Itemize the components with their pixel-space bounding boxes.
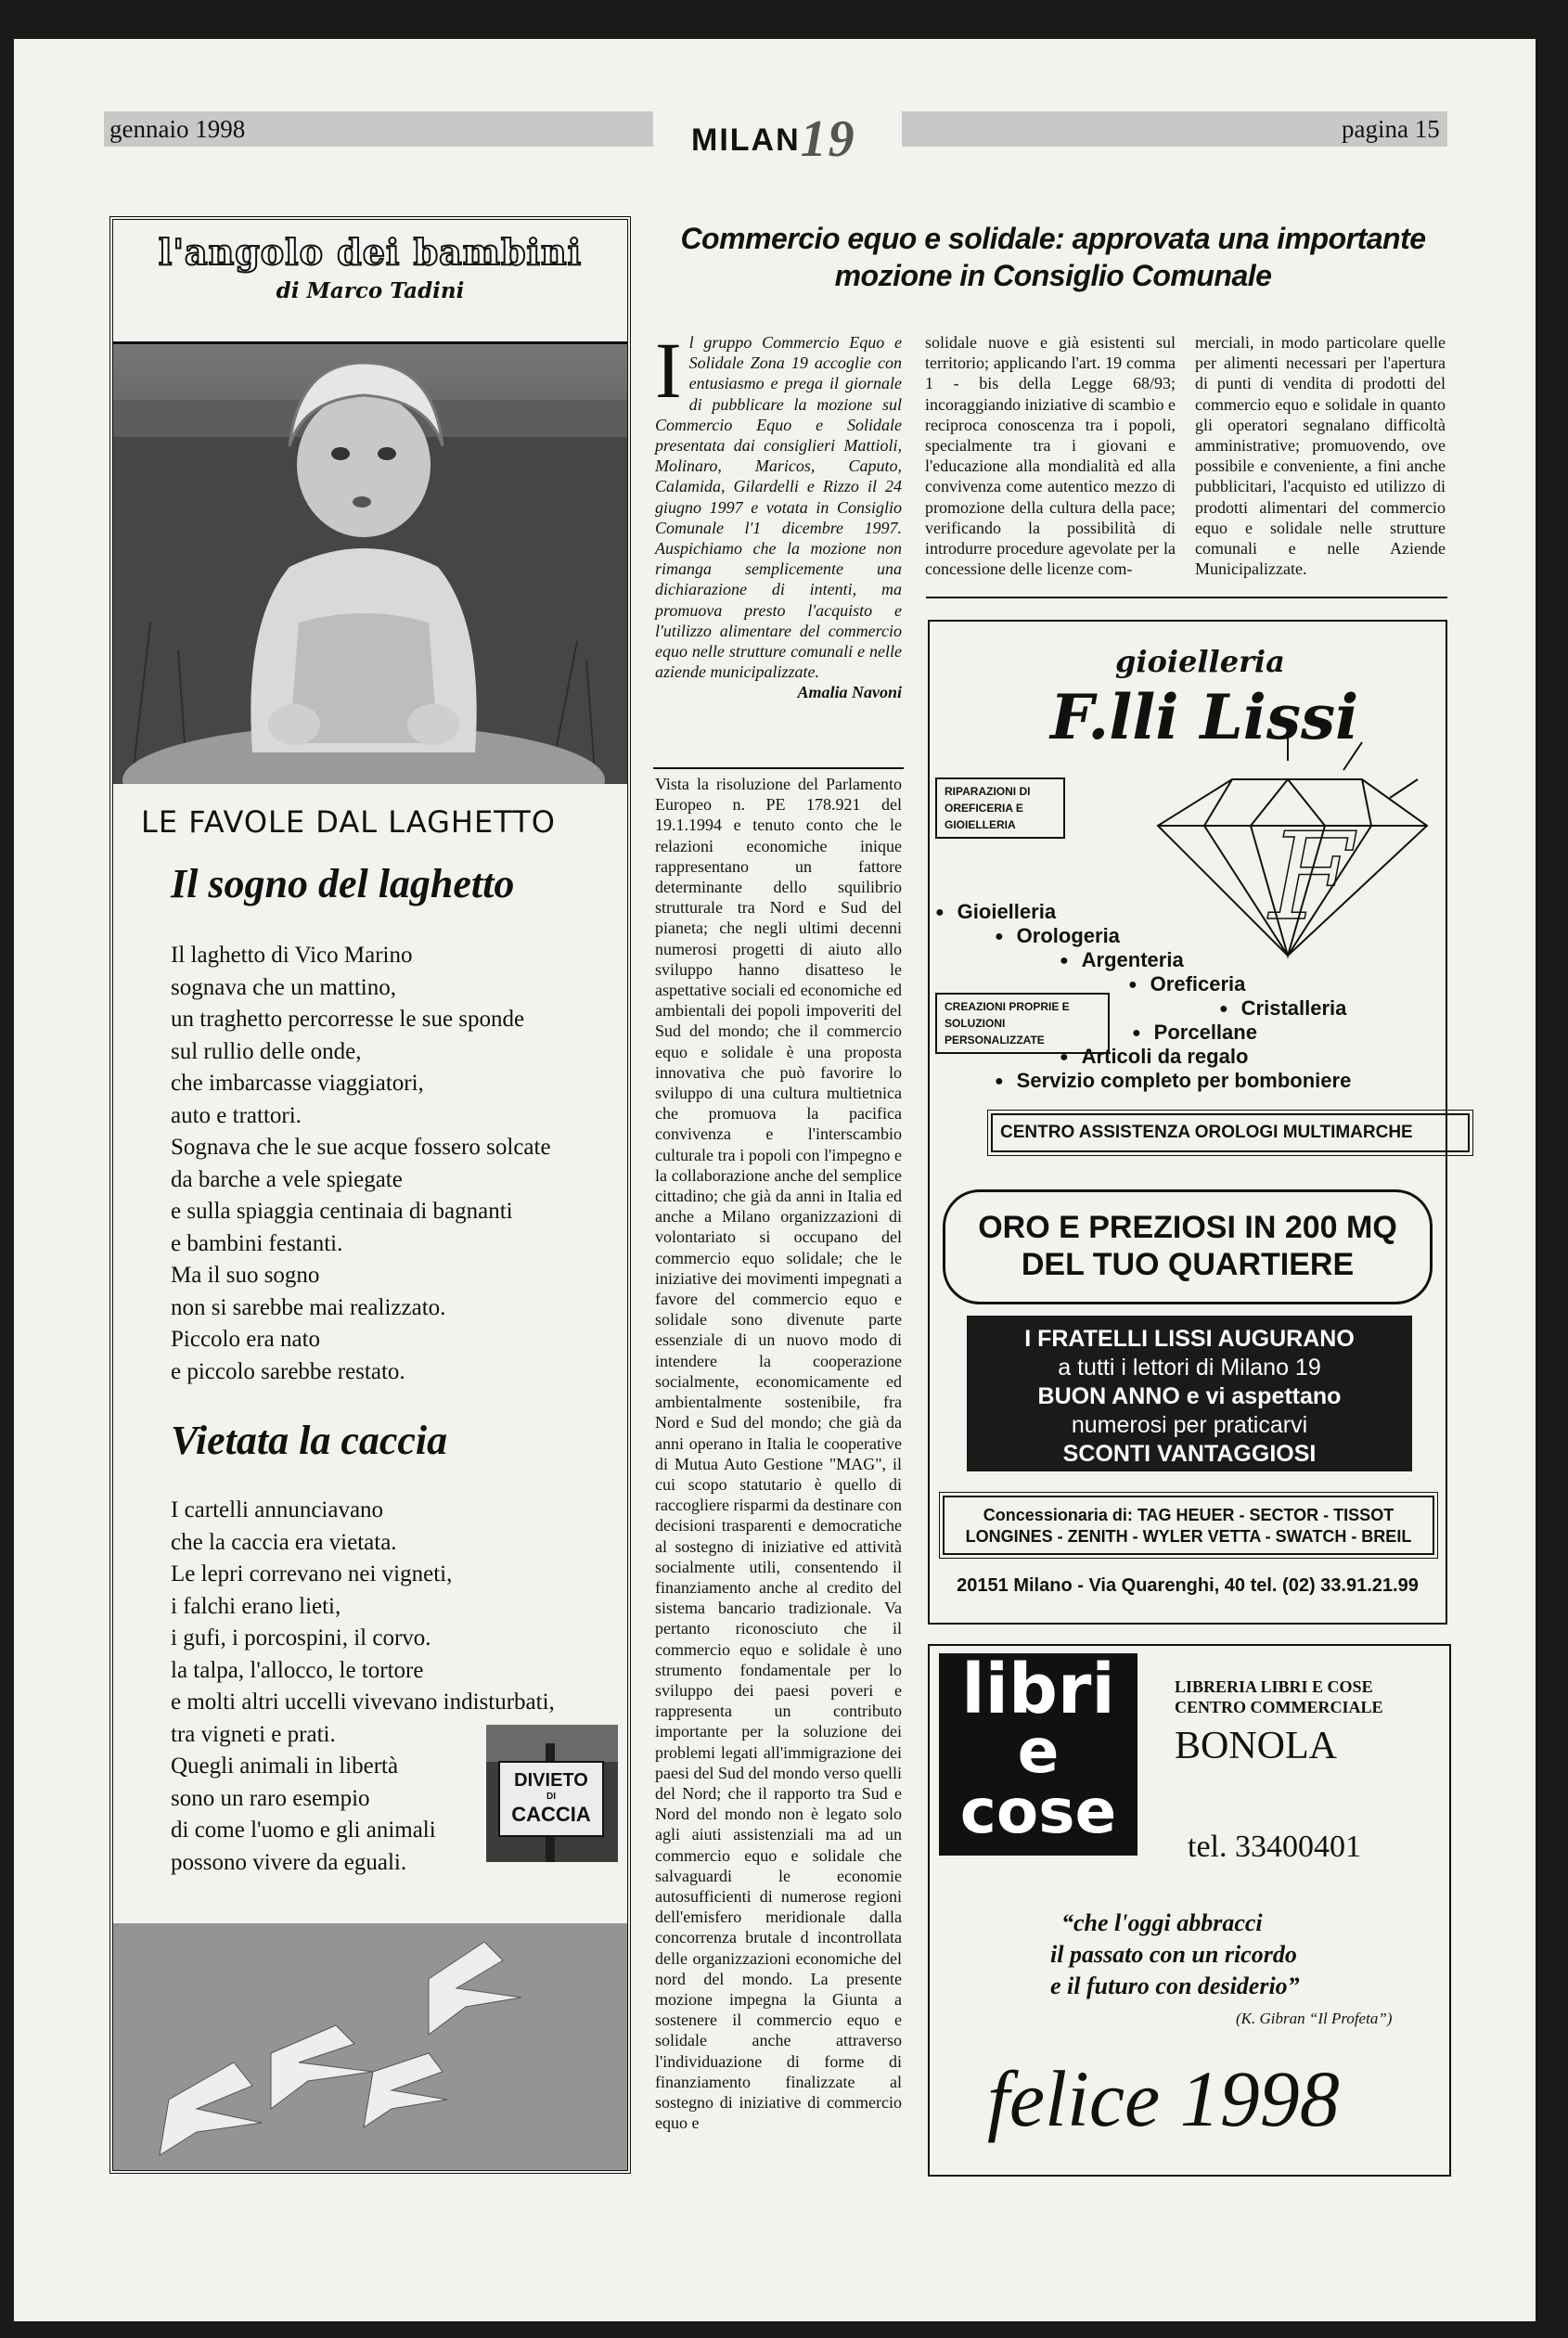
logo-number: 19 bbox=[800, 110, 856, 168]
sign-word-divieto: DIVIETO bbox=[514, 1770, 588, 1791]
header-date: gennaio 1998 bbox=[109, 115, 246, 143]
greeting-line: SCONTI VANTAGGIOSI bbox=[1062, 1441, 1317, 1467]
story1-poem bbox=[171, 940, 551, 1388]
repair-box-line: RIPARAZIONI DI bbox=[945, 785, 1031, 798]
gold-promo-banner bbox=[943, 1189, 1433, 1304]
greeting-line: I FRATELLI LISSI AUGURANO bbox=[1024, 1326, 1355, 1352]
service-item: ● Cristalleria bbox=[1219, 996, 1346, 1021]
lissi-jewelry-ad bbox=[928, 620, 1447, 1625]
poem-line: Sognava che le sue acque fossero solcate bbox=[171, 1135, 551, 1160]
article-signature: Amalia Navoni bbox=[797, 683, 902, 702]
poem-line: e piccolo sarebbe restato. bbox=[171, 1358, 405, 1384]
bookstore-phone: tel. 33400401 bbox=[1188, 1830, 1361, 1864]
story2-title: Vietata la caccia bbox=[171, 1418, 448, 1463]
article-col2-text: solidale nuove e già esistenti sul territorio; applicando l'art. 19 comma 1 - bis della Legge 68/93; incoraggiando iniziative di scambio e reciproca conoscenza tra i popoli, specialmente tra i giovani e l'educazione alla mondialità ed alla convivenza come autentico mezzo di promozione della cultura della pace; verificando la possibilità di introdurre procedure agevolate per la concessione delle licenze com- bbox=[925, 333, 1176, 579]
quote-author: (K. Gibran “Il Profeta”) bbox=[1236, 2010, 1393, 2027]
service-item: ● Gioielleria bbox=[935, 900, 1056, 924]
sign-word-di: DI bbox=[546, 1792, 556, 1802]
repair-box bbox=[935, 777, 1065, 839]
no-hunting-sign-photo bbox=[486, 1725, 618, 1862]
custom-box-line: CREAZIONI PROPRIE E bbox=[945, 1000, 1070, 1013]
article-column-1-body bbox=[655, 774, 902, 2133]
custom-creations-box bbox=[935, 993, 1110, 1054]
poem-line: Ma il suo sogno bbox=[171, 1263, 320, 1288]
article-title-line2: mozione in Consiglio Comunale bbox=[834, 259, 1272, 292]
quote-line: e il futuro con desiderio” bbox=[1050, 1972, 1300, 1999]
poem-line: che imbarcasse viaggiatori, bbox=[171, 1071, 424, 1096]
service-item: ● Porcellane bbox=[1132, 1021, 1257, 1045]
gold-promo-line1: ORO E PREZIOSI IN 200 MQ bbox=[978, 1210, 1397, 1245]
baby-photo bbox=[113, 344, 627, 784]
poem-line: tra vigneti e prati. bbox=[171, 1721, 336, 1747]
brands-line1: Concessionaria di: TAG HEUER - SECTOR - TISSOT bbox=[983, 1506, 1394, 1524]
poem-line: sono un raro esempio bbox=[171, 1785, 370, 1811]
repair-box-line: GIOIELLERIA bbox=[945, 818, 1016, 831]
poem-line: Le lepri correvano nei vigneti, bbox=[171, 1561, 453, 1586]
article-column-3 bbox=[1195, 332, 1446, 579]
kids-corner-box bbox=[109, 216, 631, 2174]
logo-word: e bbox=[1017, 1715, 1060, 1787]
assistance-banner: CENTRO ASSISTENZA OROLOGI MULTIMARCHE bbox=[991, 1113, 1470, 1152]
quote-line: “che l'oggi abbracci bbox=[1061, 1909, 1263, 1936]
bookstore-label-1: LIBRERIA LIBRI E COSE bbox=[1175, 1677, 1373, 1696]
kids-corner-byline: di Marco Tadini bbox=[276, 278, 465, 303]
article-title-line1: Commercio equo e solidale: approvata una importante bbox=[680, 222, 1426, 255]
poem-line: sul rullio delle onde, bbox=[171, 1038, 362, 1064]
service-item: ● Argenteria bbox=[1060, 948, 1184, 972]
brands-box bbox=[943, 1496, 1434, 1555]
bookstore-name: BONOLA bbox=[1175, 1725, 1337, 1767]
poem-line: che la caccia era vietata. bbox=[171, 1529, 397, 1555]
service-item: ● Articoli da regalo bbox=[1060, 1045, 1248, 1069]
bookstore-quote bbox=[1050, 1908, 1300, 2002]
poem-line: da barche a vele spiegate bbox=[171, 1166, 403, 1192]
article-column-2 bbox=[925, 332, 1176, 579]
brands-line2: LONGINES - ZENITH - WYLER VETTA - SWATCH - BREIL bbox=[965, 1527, 1412, 1546]
greeting-banner bbox=[967, 1316, 1412, 1471]
story1-title: Il sogno del laghetto bbox=[171, 861, 515, 906]
column-divider bbox=[926, 597, 1447, 598]
article-col1-text: Vista la risoluzione del Parlamento Europeo n. PE 178.921 del 19.1.1994 e tenuto conto che le relazioni economiche inique rappresentano un fattore determinante dello squilibrio strutturale tra Nord e Sud del pianeta; che negli ultimi decenni numerosi progetti di aiuto allo sviluppo hanno disatteso le aspettative sociali ed economiche ed ambientali dei popoli impoveriti del Sud del mondo; che il commercio equo e solidale è una proposta innovativa che può favorire lo sviluppo di una cultura multietnica che promuova la pacifica convivenza e l'interscambio culturale tra i popoli con l'impegno e la collaborazione anche del semplice cittadino; che già da anni in Italia ed anche a Milano organizzazioni di volontariato si occupano del commercio equo solidale; che le iniziative dei movimenti impegnati a favore del commercio equo e solidale sono divenute parte essenziale di un nuovo modo di intendere la cooperazione socialmente, economicamente ed ambientalmente sostenibile, fra Nord e Sud del mondo; che già da anni operano in Italia le cooperative di Mutua Auto Gestione "MAG", il cui scopo statutario è quello di raccogliere risparmi da destinare con decisioni trasparenti e democratiche al sostegno di iniziative ed attività socialmente utili, consentendo il finanziamento anche al credito del sistema bancario tradizionale. Va pertanto riconosciuto che il commercio equo e solidale è uno strumento fondamentale per lo sviluppo dei paesi poveri e rappresenta un contributo importante per la soluzione dei problemi legati all'immigrazione dei paesi del Sud del mondo verso quelli del Nord; che il rapporto tra Sud e Nord del mondo non è legato solo agli aiuti assistenziali ma ad un commercio equo e solidale che salvaguardi le economie autosufficienti di numerose regioni dell'emisfero meridionale dalla concorrenza brutale d incontrollata delle organizzazioni economiche del nord del mondo. La presente mozione impegna la Giunta a sostenere il commercio equo e solidale anche attraverso l'individuazione di forme di finanziamento finalizzate al sostegno di iniziative di commercio equo e bbox=[655, 775, 902, 2133]
new-year-greeting: felice 1998 bbox=[987, 2054, 1340, 2143]
service-item: ● Orologeria bbox=[995, 924, 1120, 948]
ad-kicker: gioielleria bbox=[1115, 644, 1285, 679]
service-item: ● Servizio completo per bomboniere bbox=[995, 1069, 1351, 1093]
article-drop-cap: I bbox=[655, 326, 682, 415]
svg-text:F: F bbox=[1269, 806, 1354, 947]
gold-promo-line2: DEL TUO QUARTIERE bbox=[1021, 1247, 1355, 1282]
repair-box-line: OREFICERIA E bbox=[945, 802, 1023, 815]
poem-line: auto e trattori. bbox=[171, 1102, 302, 1128]
bookstore-ad bbox=[928, 1644, 1451, 2177]
poem-line: i gufi, i porcospini, il corvo. bbox=[171, 1625, 431, 1651]
logo-word: libri bbox=[961, 1650, 1115, 1729]
logo-text: MILAN bbox=[691, 122, 801, 158]
bookstore-label-2: CENTRO COMMERCIALE bbox=[1175, 1698, 1383, 1716]
service-item: ● Oreficeria bbox=[1128, 972, 1245, 996]
greeting-line: BUON ANNO e vi aspettano bbox=[1037, 1383, 1342, 1409]
swans-photo bbox=[113, 1923, 627, 2170]
diamond-logo bbox=[1130, 724, 1446, 965]
poem-line: e bambini festanti. bbox=[171, 1230, 343, 1256]
article-title bbox=[649, 220, 1457, 294]
store-address: 20151 Milano - Via Quarenghi, 40 tel. (02) 33.91.21.99 bbox=[957, 1575, 1419, 1596]
kids-corner-title: l'angolo dei bambini bbox=[158, 231, 583, 273]
ad-store-name: F.lli Lissi bbox=[1050, 681, 1359, 753]
poem-line: Quegli animali in libertà bbox=[171, 1754, 399, 1779]
article-col3-text: merciali, in modo particolare quelle per alimenti necessari per l'apertura di punti di vendita di prodotti del commercio equo e solidale in quanto gli operatori segnalano difficoltà amministrative; promuovendo, ove possibile e conveniente, a fini anche pubblicitari, l'acquisto ed utilizzo di prodotti alimentari del commercio equo e solidale nelle strutture comunali e nelle Aziende Municipalizzate. bbox=[1195, 333, 1446, 579]
kids-corner-header bbox=[113, 220, 627, 344]
greeting-line: a tutti i lettori di Milano 19 bbox=[1058, 1355, 1321, 1381]
poem-line: Piccolo era nato bbox=[171, 1327, 321, 1352]
custom-box-line: SOLUZIONI PERSONALIZZATE bbox=[945, 1017, 1045, 1047]
logo-word: cose bbox=[959, 1776, 1117, 1847]
poem-line: I cartelli annunciavano bbox=[171, 1497, 384, 1522]
poem-line: e sulla spiaggia centinaia di bagnanti bbox=[171, 1199, 513, 1224]
poem-line: un traghetto percorresse le sue sponde bbox=[171, 1007, 525, 1032]
poem-line: e molti altri uccelli vivevano indisturbati, bbox=[171, 1689, 555, 1715]
bookstore-logo bbox=[939, 1650, 1137, 1856]
poem-line: di come l'uomo e gli animali bbox=[171, 1818, 436, 1843]
poem-line: sognava che un mattino, bbox=[171, 974, 396, 1000]
poem-line: possono vivere da eguali. bbox=[171, 1849, 407, 1875]
poem-line: non si sarebbe mai realizzato. bbox=[171, 1294, 446, 1320]
poem-line: i falchi erano lieti, bbox=[171, 1593, 341, 1619]
sign-word-caccia: CACCIA bbox=[511, 1803, 591, 1826]
poem-line: Il laghetto di Vico Marino bbox=[171, 943, 413, 968]
quote-line: il passato con un ricordo bbox=[1050, 1941, 1297, 1968]
fables-heading: LE FAVOLE DAL LAGHETTO bbox=[141, 804, 556, 840]
intro-divider bbox=[653, 767, 904, 769]
article-intro: l gruppo Commercio Equo e Solidale Zona 19 accoglie con entusiasmo e prega il giornale di pubblicare la mozione sul Commercio Equo e Solidale presentata dai consiglieri Mattioli, Molinaro, Maricos, Caputo, Calamida, Gilardelli e Rizzo il 24 giugno 1997 e votata in Consiglio Comunale l'1 dicembre 1997. Auspichiamo che la mozione non rimanga semplicemente una dichiarazione di intenti, ma promuova presto l'acquisto e l'utilizzo alimentare del commercio equo nelle strutture comunali e nelle aziende municipalizzate. bbox=[655, 333, 902, 682]
masthead-logo bbox=[691, 104, 856, 168]
poem-line: la talpa, l'allocco, le tortore bbox=[171, 1657, 424, 1683]
header-page-number: pagina 15 bbox=[1342, 115, 1440, 143]
article-column-1-intro bbox=[655, 326, 902, 703]
greeting-line: numerosi per praticarvi bbox=[1071, 1412, 1308, 1438]
